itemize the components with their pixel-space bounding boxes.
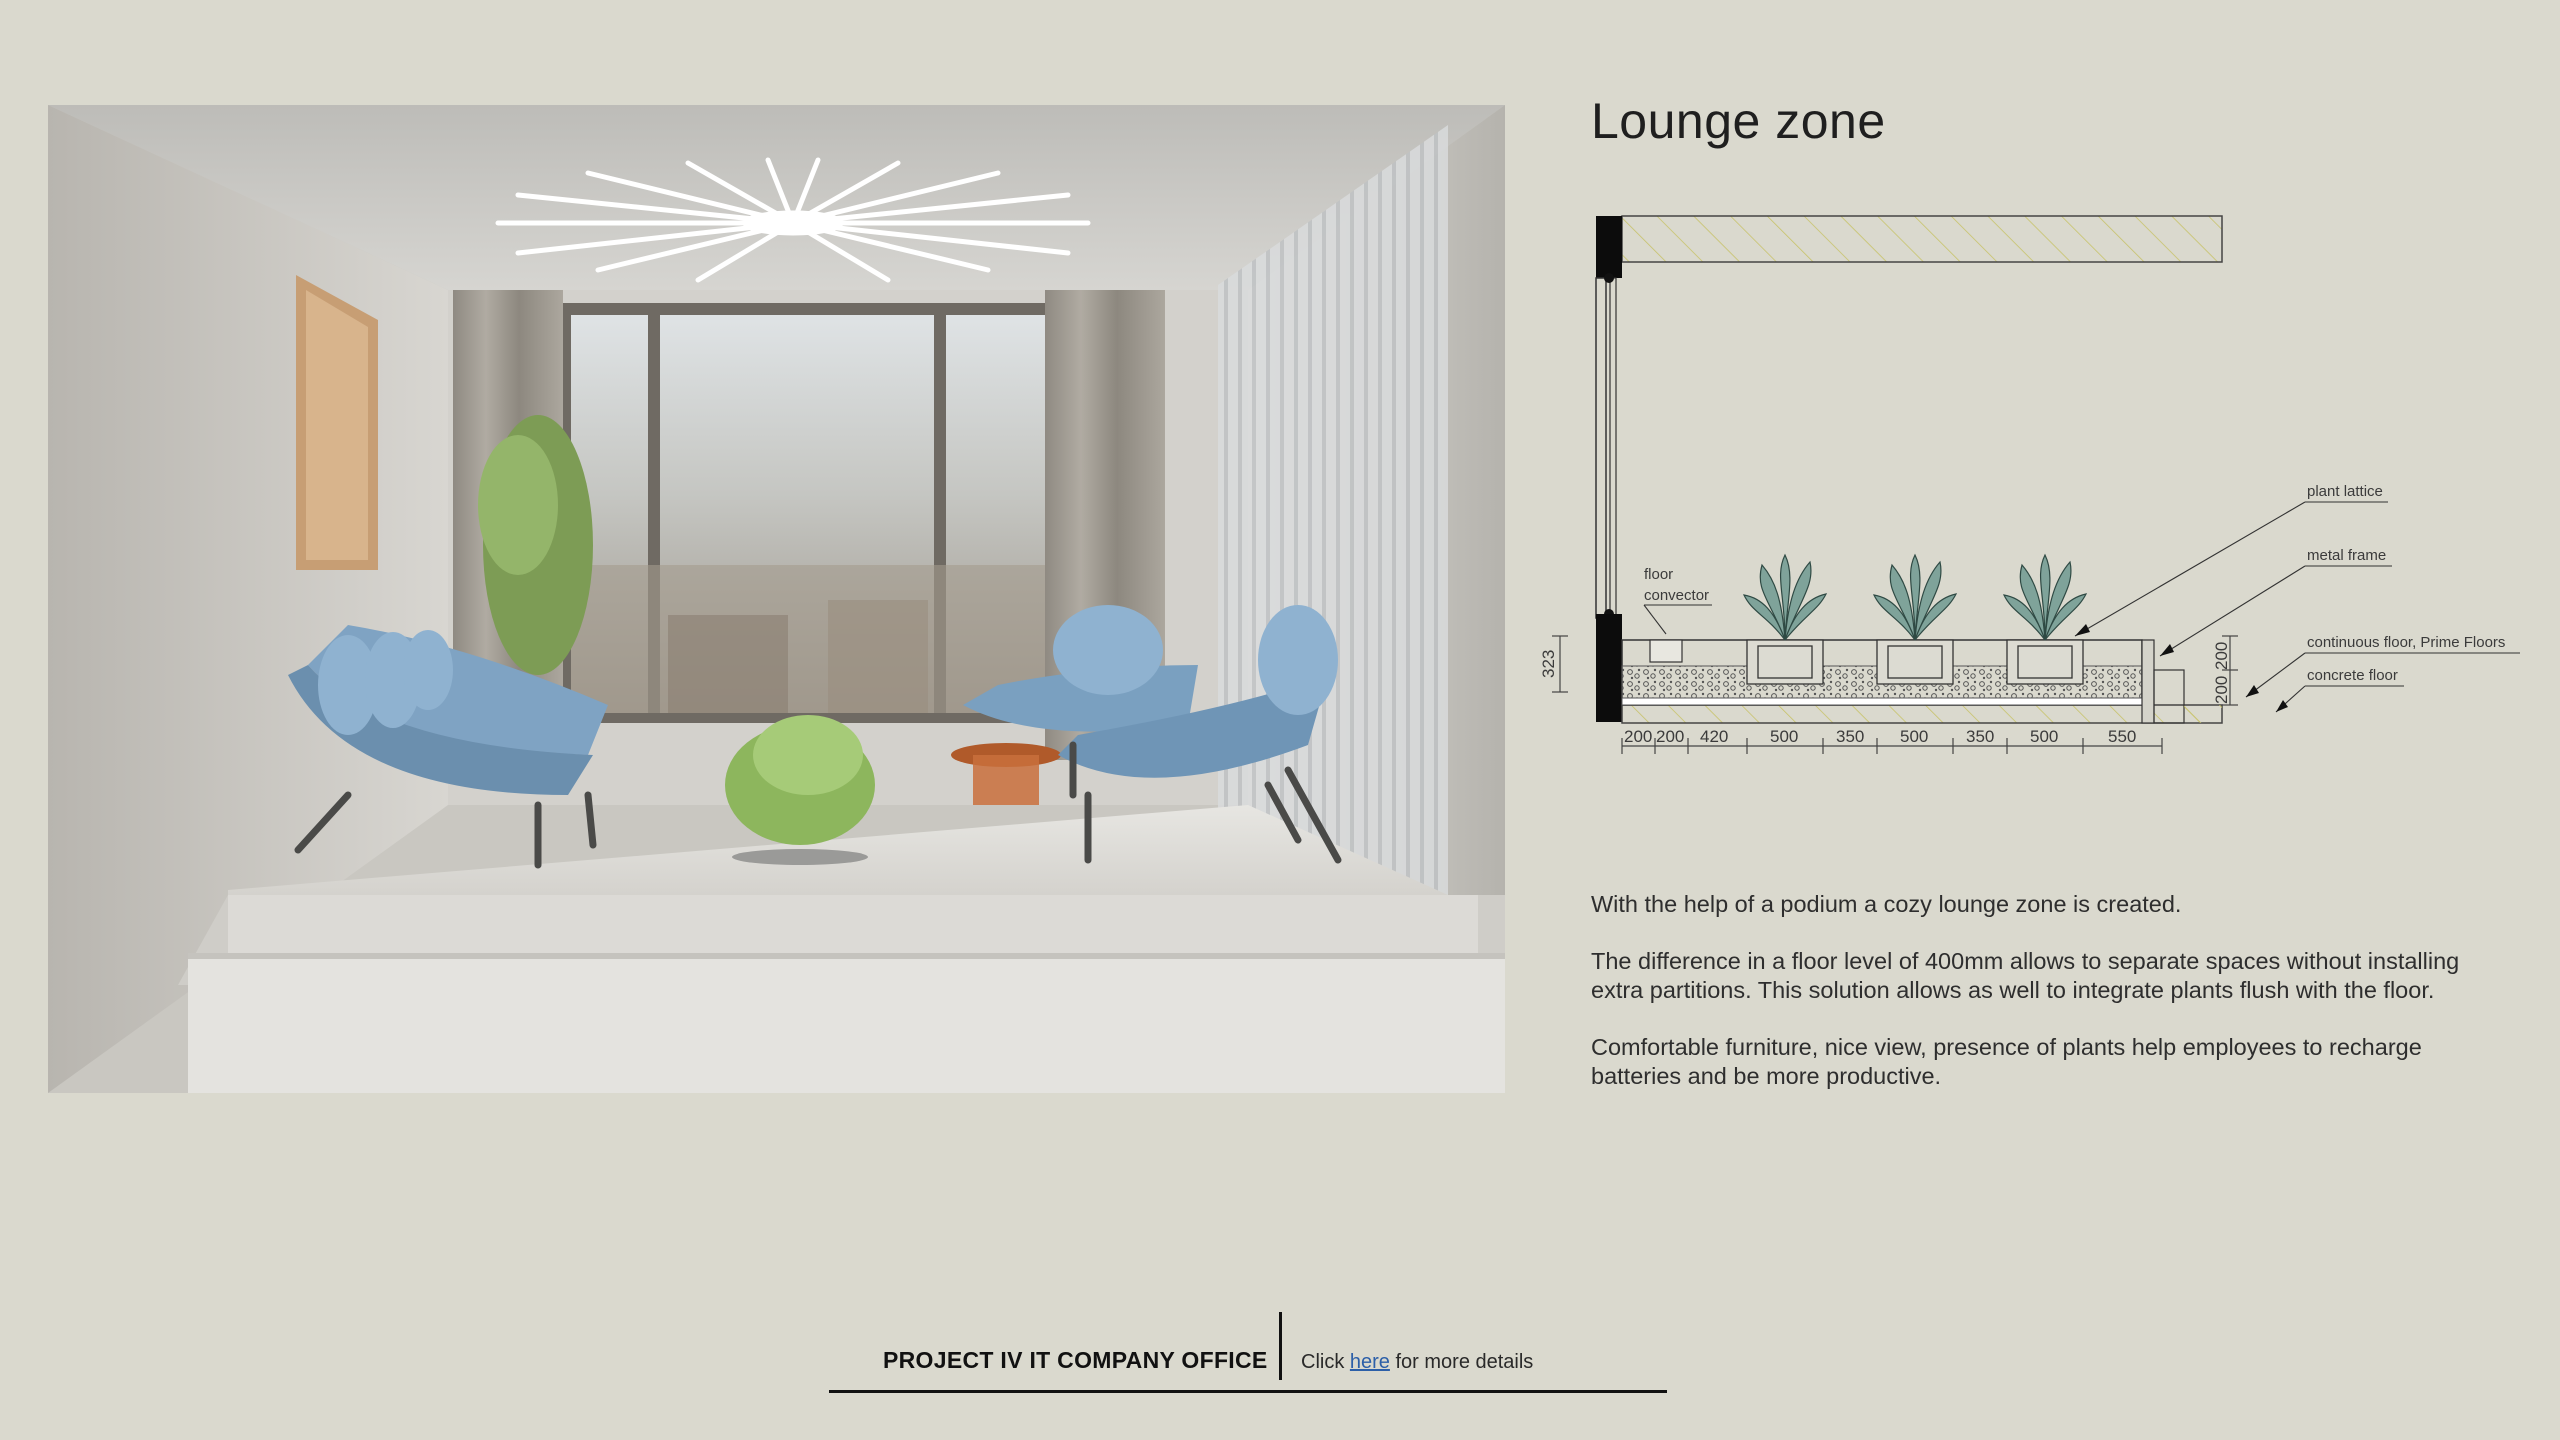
dim-bottom-0: 200 bbox=[1624, 727, 1653, 746]
callout-metal-frame: metal frame bbox=[2307, 547, 2387, 564]
concrete-floor-slab bbox=[1622, 705, 2222, 723]
dim-right-height-0: 200 bbox=[2212, 641, 2231, 670]
ceiling-slab bbox=[1622, 216, 2222, 262]
dim-left-height: 323 bbox=[1539, 649, 1558, 678]
footer bbox=[829, 1312, 1667, 1392]
plant-symbols bbox=[1744, 555, 2086, 640]
description-paragraph-3: Comfortable furniture, nice view, presence of plants help employees to recharge batteries and be more productive. bbox=[1591, 1034, 2422, 1089]
slide-title: Lounge zone bbox=[1591, 93, 1886, 149]
footer-divider bbox=[1279, 1312, 1282, 1380]
footer-project-title: PROJECT IV IT COMPANY OFFICE bbox=[883, 1347, 1268, 1373]
description-paragraph-2: The difference in a floor level of 400mm allows to separate spaces without installing extra partitions. This solution allows as well to integrate plants flush with the floor. bbox=[1591, 948, 2460, 1003]
footer-cta-suffix: for more details bbox=[1389, 1351, 1534, 1373]
details-link[interactable]: here bbox=[1349, 1351, 1390, 1373]
dim-bottom-1: 200 bbox=[1656, 727, 1685, 746]
dim-bottom-8: 550 bbox=[2108, 727, 2137, 746]
description-paragraph-1: With the help of a podium a cozy lounge zone is created. bbox=[1591, 891, 2182, 917]
footer-underline bbox=[829, 1390, 1667, 1393]
dim-bottom-3: 500 bbox=[1770, 727, 1799, 746]
dim-bottom-7: 500 bbox=[2030, 727, 2059, 746]
description-block bbox=[1591, 890, 2511, 1119]
dim-right-height-1: 200 bbox=[2212, 675, 2231, 704]
callout-floor-convector-1: floor bbox=[1644, 566, 1674, 583]
dim-bottom-4: 350 bbox=[1836, 727, 1865, 746]
callout-plant-lattice: plant lattice bbox=[2307, 483, 2383, 500]
callout-concrete-floor: concrete floor bbox=[2307, 667, 2398, 684]
footer-cta bbox=[1301, 1351, 1533, 1374]
footer-cta-prefix: Click bbox=[1301, 1351, 1350, 1373]
dim-bottom-2: 420 bbox=[1700, 727, 1729, 746]
lounge-render-image bbox=[48, 105, 1505, 1093]
callout-floor-convector-2: convector bbox=[1644, 587, 1710, 604]
dim-bottom-6: 350 bbox=[1966, 727, 1995, 746]
lounge-section-drawing bbox=[1530, 200, 2530, 780]
callout-continuous-floor: continuous floor, Prime Floors bbox=[2307, 634, 2506, 651]
dim-bottom-5: 500 bbox=[1900, 727, 1929, 746]
